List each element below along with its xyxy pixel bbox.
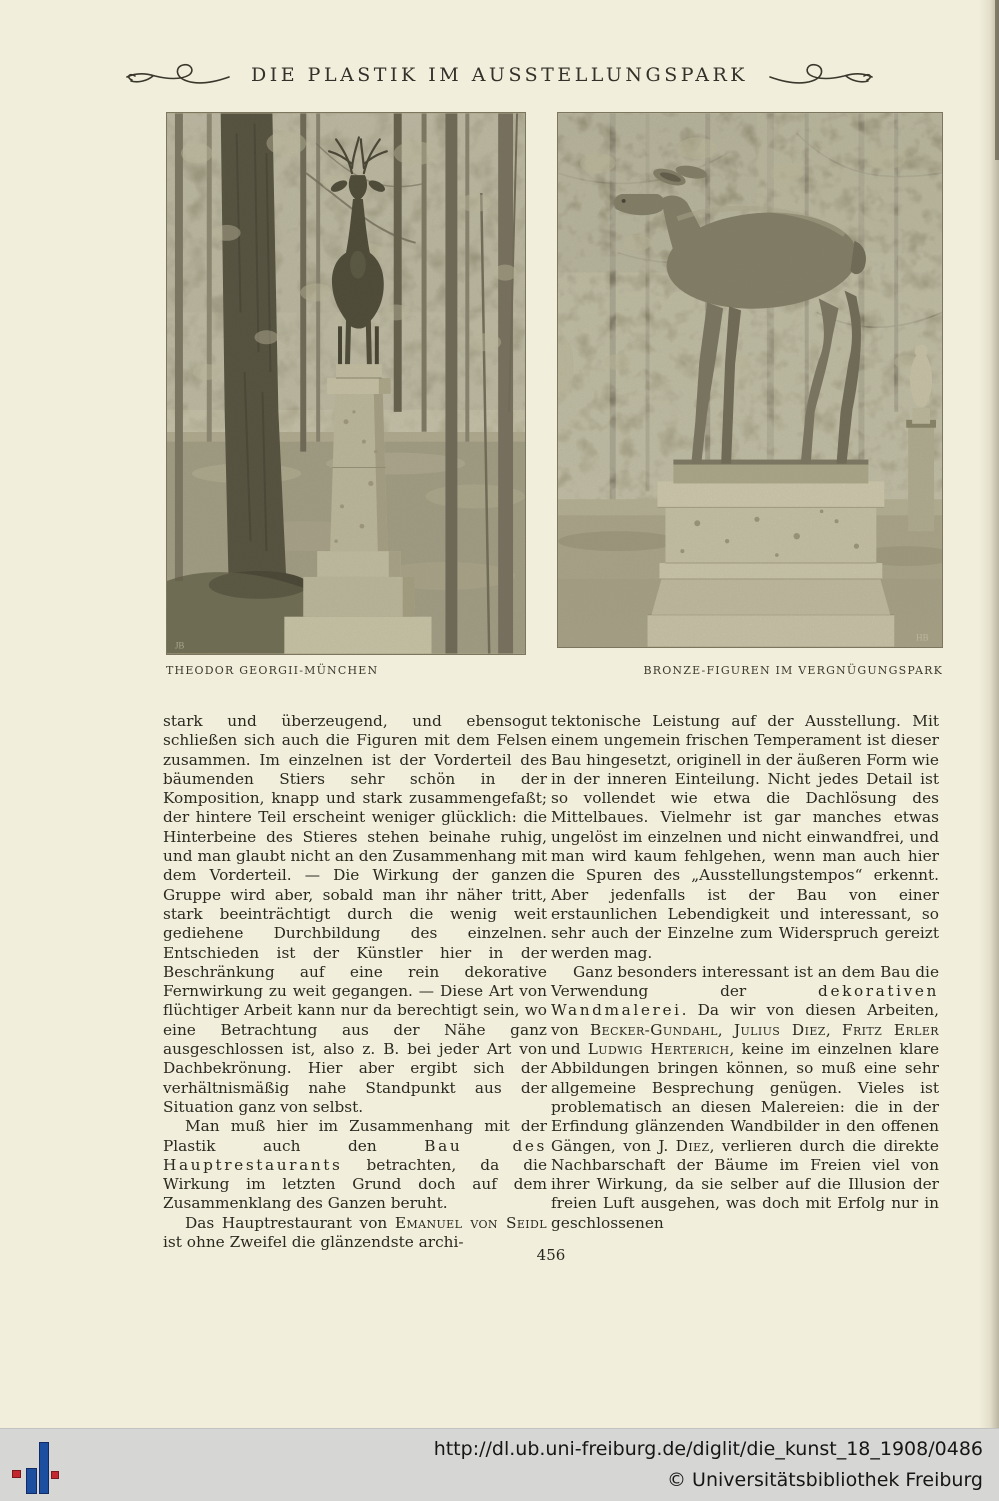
paragraph: Das Hauptrestaurant von Emanuel von Seidl ist ohne Zweifel die glänzendste archi- [163,1213,547,1252]
caption-left-photo: THEODOR GEORGII-MÜNCHEN [166,664,379,677]
flourish-right-icon [768,62,876,88]
paragraph: stark und überzeugend, und ebensogut schließen sich auch die Figuren mit dem Felsen zusammen. Im einzelnen ist der Vorderteil des bäumenden Stiers sehr schön in der Komposition, knapp und stark zusammengefaßt; der hintere Teil erscheint weniger glücklich: die Hinterbeine des Stieres stehen beinahe ruhig, und man glaubt nicht an den Zusammenhang mit dem Vorderteil. — Die Wirkung der ganzen Gruppe wird aber, sobald man ihr näher tritt, stark beeinträchtigt durch die wenig weit gediehene Durchbildung des einzelnen. Entschieden ist der Künstler hier in der Beschränkung auf eine rein dekorative Fernwirkung zu weit gegangen. — Diese Art von flüchtiger Arbeit kann nur da berechtigt sein, wo eine Betrachtung aus der Nähe ganz ausgeschlossen ist, also z. B. bei jeder Art von Dachbekrönung. Hier aber ergibt sich der verhältnismäßig nahe Standpunkt aus der Situation ganz von selbst. [163,712,547,1116]
logo-blue-bar-short [26,1468,37,1494]
text-column-right [551,712,939,1233]
photo-bronze-doe [557,112,943,648]
paragraph: Ganz besonders interessant ist an dem Bau die Verwendung der dekorativen Wandmalerei. Da wir von diesen Arbeiten, von Becker-Gundahl, Julius Diez, Fritz Erler und Ludwig Herterich, keine im einzelnen klare Abbildungen bringen können, so muß eine sehr allgemeine Besprechung genügen. Vieles ist problematisch an diesen Malereien: die in der Erfindung glänzenden Wandbilder in den offenen Gängen, von J. Diez, verlieren durch die direkte Nachbarschaft der Bäume im Freien viel von ihrer Wirkung, da sie selber auf die Illusion der freien Luft ausgehen, was doch mit Erfolg nur in geschlossenen [551,962,939,1232]
paragraph: Man muß hier im Zusammenhang mit der Plastik auch den Bau des Hauptrestaurants betrachten, da die Wirkung im letzten Grund doch auf dem Zusammenklang des Ganzen beruht. [163,1117,547,1213]
flourish-left-icon [123,62,231,88]
page-number: 456 [536,1246,566,1264]
copyright-notice: © Universitätsbibliothek Freiburg [667,1469,983,1491]
logo-red-bar-left [12,1470,21,1478]
page-title: DIE PLASTIK IM AUSSTELLUNGSPARK [251,64,748,86]
ub-freiburg-logo [0,1429,80,1501]
text-column-left [163,712,547,1252]
logo-blue-bar-tall [39,1442,49,1494]
source-url: http://dl.ub.uni-freiburg.de/diglit/die_kunst_18_1908/0486 [433,1438,983,1460]
library-footer-bar [0,1428,999,1501]
caption-right-photo: BRONZE-FIGUREN IM VERGNÜGUNGSPARK [643,664,943,677]
photographer-monogram: HB [916,632,929,643]
photo-stag-statue [166,112,526,655]
page-header [0,62,999,88]
logo-red-bar-right [51,1471,59,1479]
photographer-monogram: JB [174,640,185,651]
page-edge-dark-strip [995,0,999,160]
paragraph: tektonische Leistung auf der Ausstellung. Mit einem ungemein frischen Temperament ist dieser Bau hingesetzt, originell in der äußeren Form wie in der inneren Einteilung. Nicht jedes Detail ist so vollendet wie etwa die Dachlösung des Mittelbaues. Vielmehr ist gar manches etwas ungelöst im einzelnen und nicht einwandfrei, und man wird kaum fehlgehen, wenn man auch hier die Spuren des „Ausstellungstempos“ erkennt. Aber jedenfalls ist der Bau von einer erstaunlichen Lebendigkeit und interessant, so sehr auch der Einzelne zum Widerspruch gereizt werden mag. [551,712,939,962]
page-edge-shadow [979,0,999,1428]
